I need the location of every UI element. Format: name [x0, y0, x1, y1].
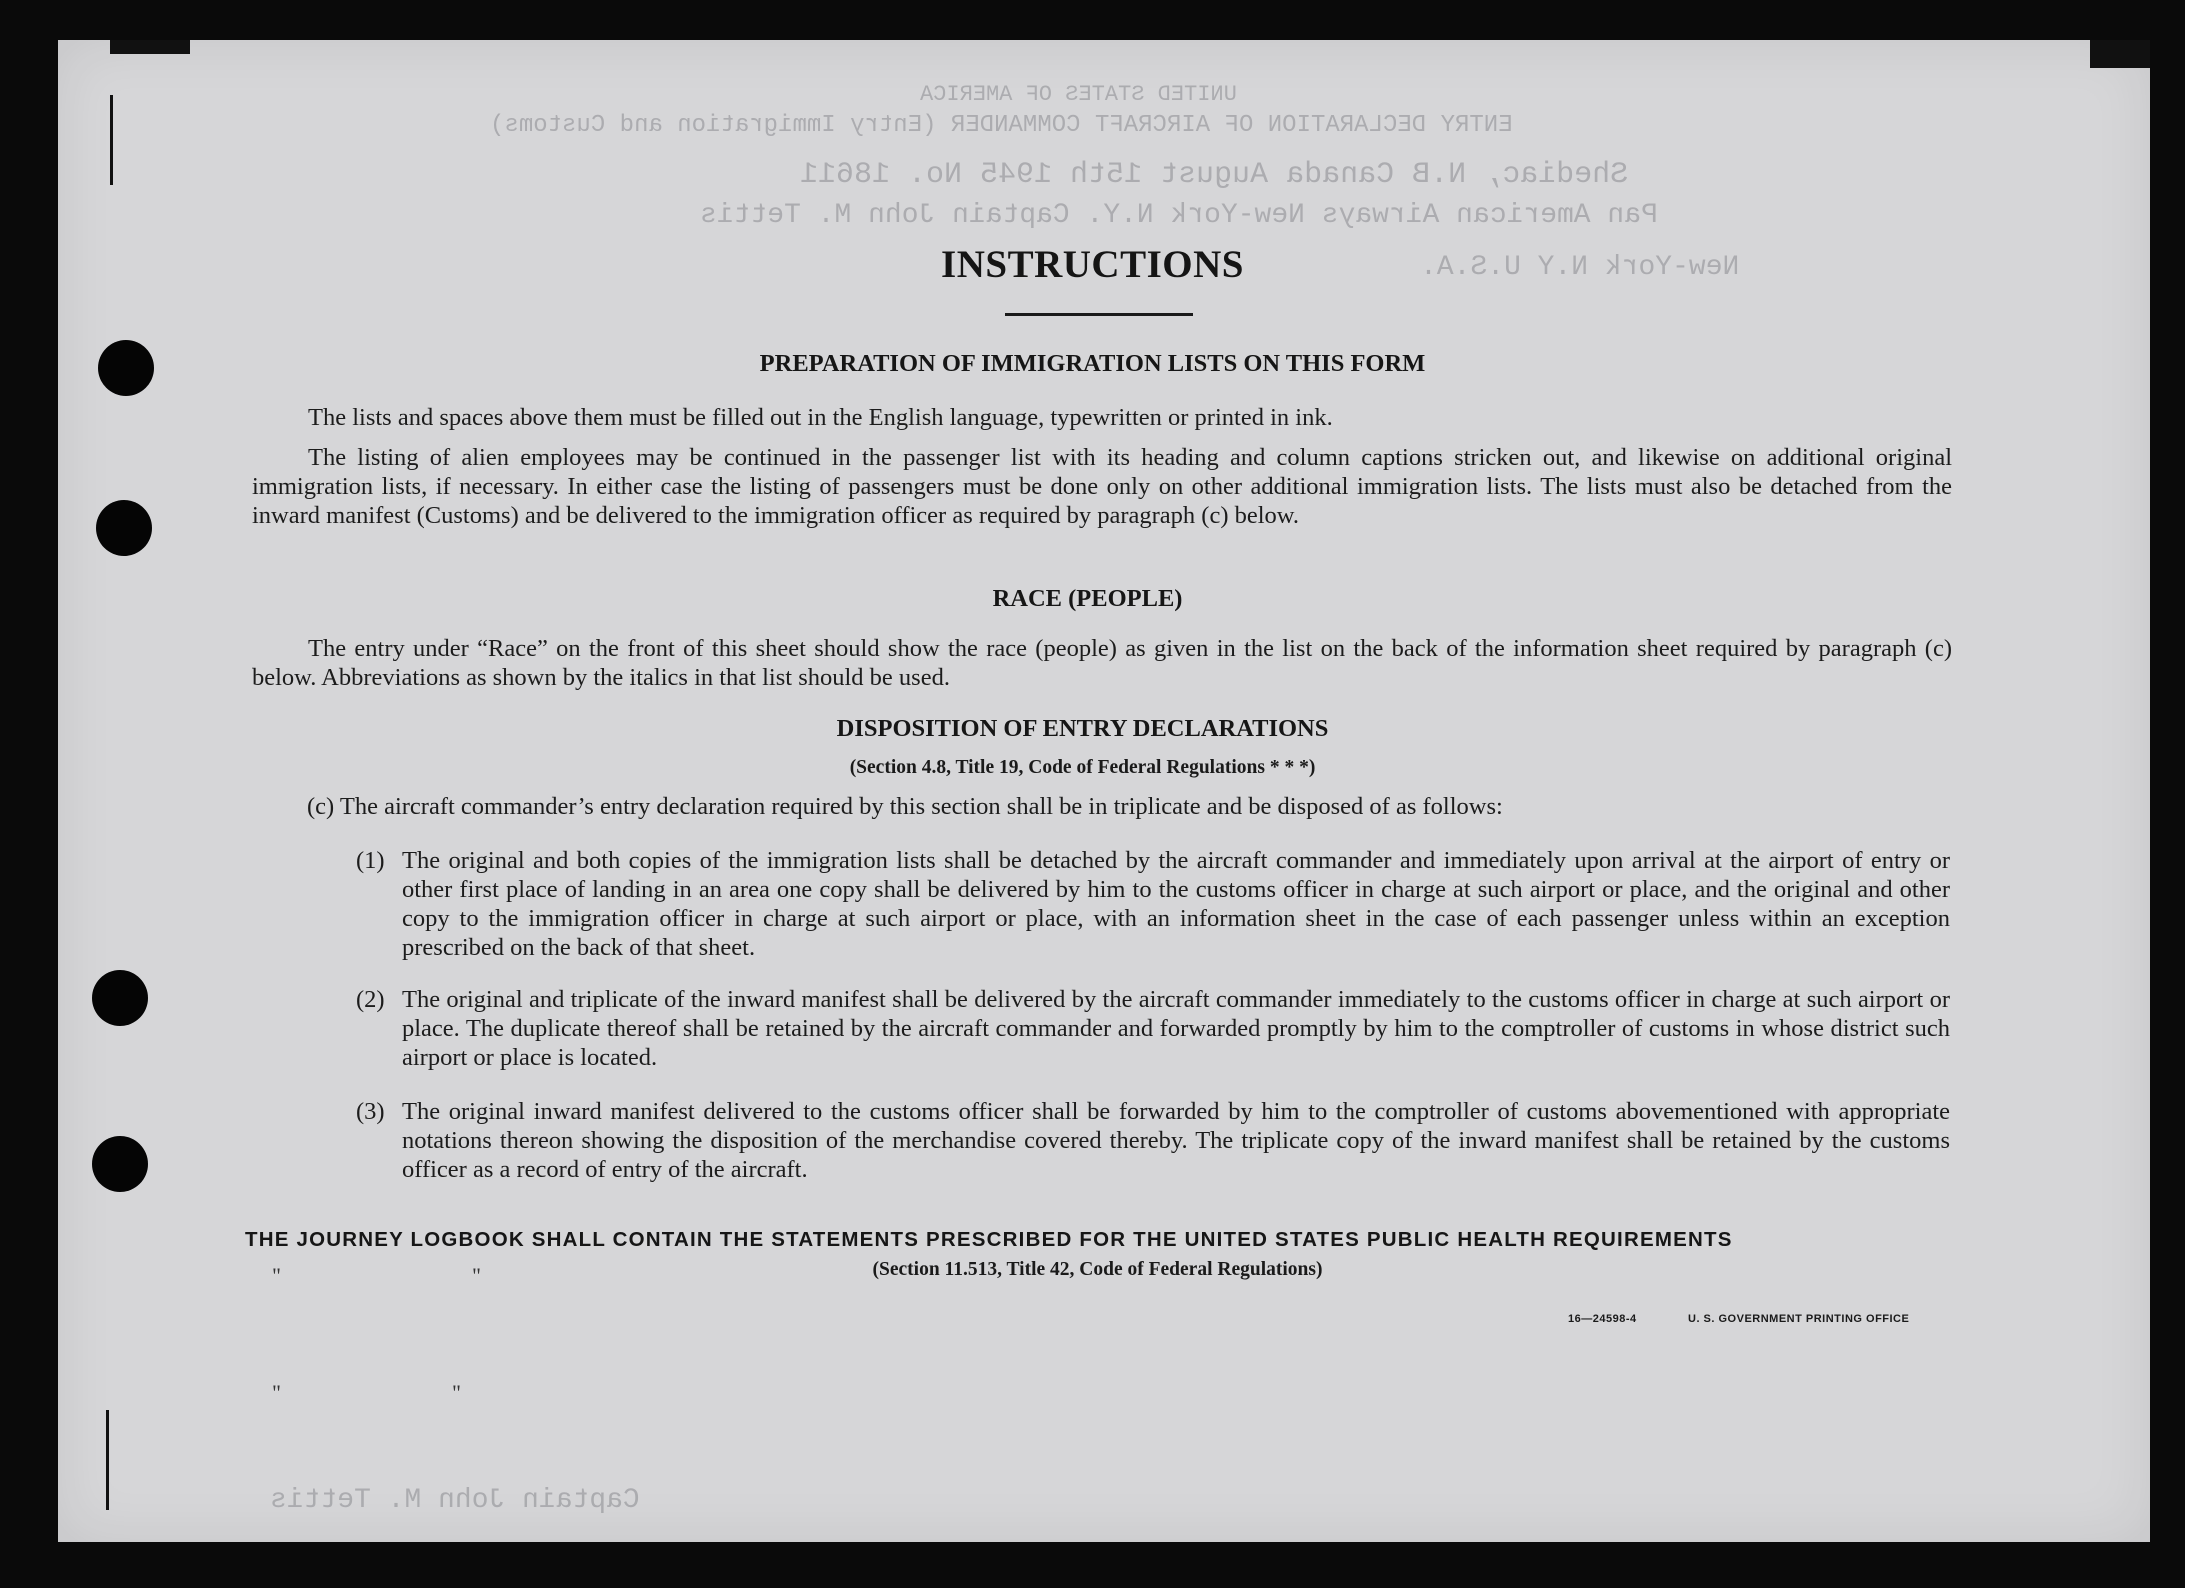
preparation-paragraph-1: The lists and spaces above them must be filled out in the English language, typewritten or printed in ink. — [308, 404, 1333, 431]
corner-tear — [110, 40, 190, 54]
disposition-item — [356, 846, 1950, 962]
disposition-intro: (c) The aircraft commander’s entry declaration required by this section shall be in triplicate and be disposed of as follows: — [307, 793, 1503, 820]
race-paragraph: The entry under “Race” on the front of this sheet should show the race (people) as given in the list on the back of the information sheet required by paragraph (c) below. Abbreviations as shown by the italics in that list should be used. — [252, 635, 1952, 691]
punch-hole — [92, 1136, 148, 1192]
disposition-item — [356, 1097, 1950, 1184]
journey-citation: (Section 11.513, Title 42, Code of Federal Regulations) — [872, 1259, 1323, 1280]
corner-tear — [2090, 40, 2150, 68]
form-number: 16—24598‑4 — [1568, 1313, 1637, 1325]
edge-tear — [106, 1410, 109, 1510]
item-text: The original inward manifest delivered to the customs officer shall be forwarded by him to the comptroller of customs abovementioned with appropriate notations thereon showing the disposition of the merchandise covered thereby. The triplicate copy of the inward manifest shall be retained by the customs officer as a record of entry of the aircraft. — [402, 1098, 1950, 1183]
item-number: (3) — [356, 1098, 385, 1125]
item-text: The original and both copies of the immigration lists shall be detached by the aircraft commander and immediately upon arrival at the airport of entry or other first place of landing in an area one copy shall be delivered by him to the customs officer in charge at such airport or place, and the original and other copy to the immigration officer in charge at such airport or place, with an information sheet in the case of each passenger unless within an exception prescribed on the back of that sheet. — [402, 847, 1950, 961]
section-heading-preparation: PREPARATION OF IMMIGRATION LISTS ON THIS FORM — [759, 350, 1426, 377]
bleed-through-line: Captain John M. Tettis — [270, 1485, 640, 1516]
bleed-through-line: UNITED STATES OF AMERICA — [920, 82, 1237, 107]
preparation-paragraph-2: The listing of alien employees may be continued in the passenger list with its heading and column captions stricken out, and likewise on additional original immigration lists, if necessary. In either case the listing of passengers must be done only on other additional immigration lists. The lists must also be detached from the inward manifest (Customs) and be delivered to the immigration officer as required by paragraph (c) below. — [252, 444, 1952, 529]
disposition-citation: (Section 4.8, Title 19, Code of Federal Regulations * * *) — [849, 757, 1316, 778]
printer-imprint: U. S. GOVERNMENT PRINTING OFFICE — [1688, 1313, 1910, 1325]
bleed-through-line: Shediac, N.B Canada August 15th 1945 No. 18611 — [800, 158, 1629, 192]
section-heading-disposition: DISPOSITION OF ENTRY DECLARATIONS — [836, 715, 1329, 742]
bleed-through-line: Pan American Airways New-York N.Y. Captain John M. Tettis — [700, 200, 1658, 231]
item-text: The original and triplicate of the inward manifest shall be delivered by the aircraft commander immediately to the customs officer in charge at such airport or place. The duplicate thereof shall be retained by the aircraft commander and forwarded promptly by him to the comptroller of customs in whose district such airport or place is located. — [402, 986, 1950, 1071]
edge-tear — [110, 95, 113, 185]
item-number: (1) — [356, 847, 385, 874]
item-number: (2) — [356, 986, 385, 1013]
ditto-mark: " — [272, 1380, 281, 1405]
bleed-through-line: ENTRY DECLARATION OF AIRCRAFT COMMANDER (Entry Immigration and Customs) — [490, 112, 1513, 139]
section-heading-race: RACE (PEOPLE) — [992, 585, 1183, 612]
punch-hole — [92, 970, 148, 1026]
journey-logbook-statement: THE JOURNEY LOGBOOK SHALL CONTAIN THE STATEMENTS PRESCRIBED FOR THE UNITED STATES PUBLIC HEALTH REQUIREMENTS — [245, 1228, 1733, 1251]
ditto-mark: " — [472, 1263, 481, 1288]
punch-hole — [96, 500, 152, 556]
ditto-mark: " — [272, 1263, 281, 1288]
ditto-mark: " — [452, 1380, 461, 1405]
title-underline — [1005, 313, 1193, 316]
page-title: INSTRUCTIONS — [941, 243, 1244, 286]
disposition-item — [356, 985, 1950, 1072]
bleed-through-line: New-York N.Y U.S.A. — [1420, 252, 1740, 283]
